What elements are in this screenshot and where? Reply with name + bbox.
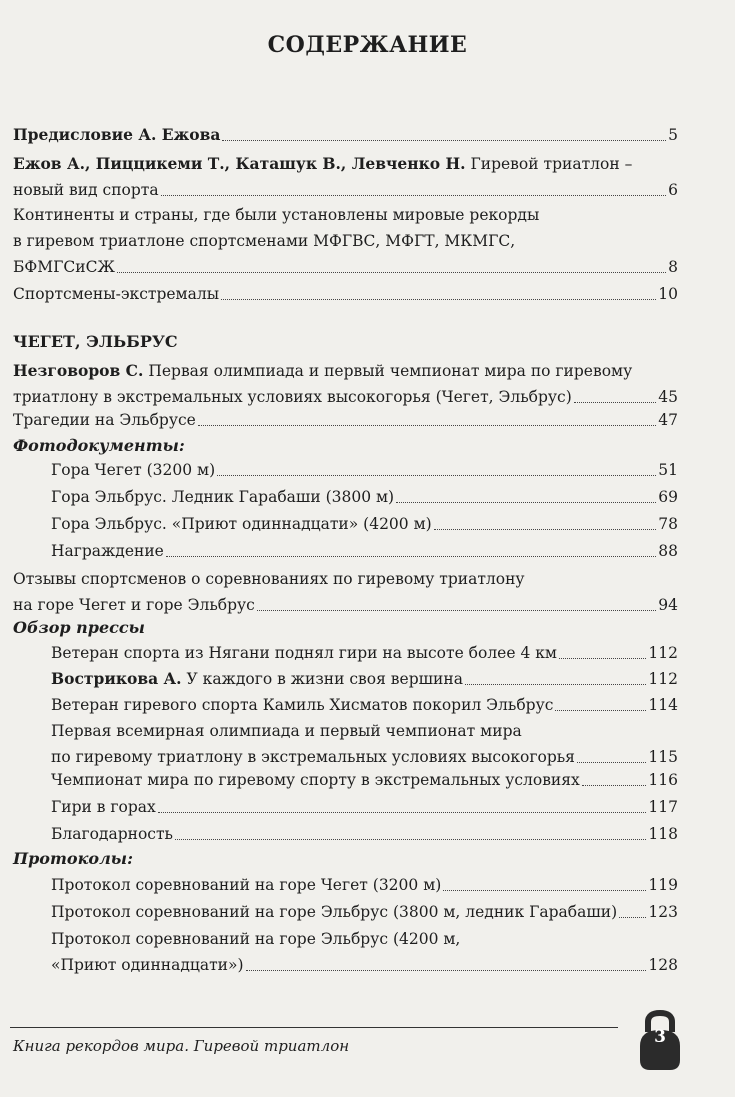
entry-authors: Ежов А., Пиццикеми Т., Каташук В., Левченко Н. — [13, 154, 466, 173]
toc-entry-awards — [51, 538, 678, 564]
entry-title: Ветеран спорта из Нягани поднял гири на высоте более 4 км — [51, 644, 557, 662]
entry-title: Протокол соревнований на горе Чегет (3200 м) — [51, 876, 442, 894]
category-press-review: Обзор прессы — [13, 618, 145, 637]
dot-leader — [175, 839, 646, 840]
page-number: 10 — [658, 285, 678, 303]
dot-leader — [577, 762, 646, 763]
toc-entry-triathlon — [13, 151, 678, 203]
dot-leader — [443, 890, 646, 891]
section-heading: ЧЕГЕТ, ЭЛЬБРУС — [13, 332, 178, 351]
dot-leader — [246, 970, 647, 971]
toc-entry-press-7 — [51, 821, 678, 847]
dot-leader — [434, 529, 657, 530]
toc-entry-protocol-3 — [51, 926, 678, 978]
toc-entry-protocol-1 — [51, 872, 678, 898]
dot-leader — [158, 812, 647, 813]
toc-entry-priut — [51, 511, 678, 537]
entry-title-cont: БФМГСиСЖ — [13, 258, 115, 276]
entry-title: Отзывы спортсменов о соревнованиях по гиревому триатлону — [13, 570, 525, 588]
entry-title: Гири в горах — [51, 798, 156, 816]
entry-title: Чемпионат мира по гиревому спорту в экстремальных условиях — [51, 771, 580, 789]
dot-leader — [396, 502, 656, 503]
page-number: 51 — [658, 461, 678, 479]
entry-title: Гора Эльбрус. «Приют одиннадцати» (4200 м) — [51, 515, 432, 533]
dot-leader — [222, 140, 666, 141]
toc-entry-olympiad — [13, 358, 678, 410]
entry-title: Награждение — [51, 542, 164, 560]
entry-title: Первая всемирная олимпиада и первый чемпионат мира — [51, 722, 522, 740]
page-number: 5 — [668, 126, 678, 144]
dot-leader — [619, 917, 646, 918]
dot-leader — [465, 684, 646, 685]
page-number: 112 — [648, 670, 678, 688]
entry-title: Предисловие А. Ежова — [13, 125, 221, 144]
dot-leader — [217, 475, 656, 476]
toc-entry-press-6 — [51, 794, 678, 820]
entry-title-cont: новый вид спорта — [13, 181, 159, 199]
entry-author: Незговоров С. — [13, 361, 144, 380]
dot-leader — [257, 610, 656, 611]
entry-title: Континенты и страны, где были установлены мировые рекорды — [13, 206, 540, 224]
entry-title: У каждого в жизни своя вершина — [181, 670, 463, 688]
dot-leader — [166, 556, 656, 557]
entry-title-cont: на горе Чегет и горе Эльбрус — [13, 596, 255, 614]
entry-title: Гиревой триатлон – — [465, 155, 633, 173]
entry-title: Гора Эльбрус. Ледник Гарабаши (3800 м) — [51, 488, 395, 506]
toc-entry-extreme — [13, 281, 678, 307]
page-number: 118 — [648, 825, 678, 843]
dot-leader — [117, 272, 666, 273]
page-number: 119 — [648, 876, 678, 894]
page-number: 116 — [648, 771, 678, 789]
toc-entry-press-1 — [51, 640, 678, 666]
entry-title-cont: «Приют одиннадцати») — [51, 956, 244, 974]
page-number: 94 — [658, 596, 678, 614]
entry-title-cont: по гиревому триатлону в экстремальных условиях высокогорья — [51, 748, 575, 766]
entry-title: Трагедии на Эльбрусе — [13, 411, 196, 429]
category-photo-documents: Фотодокументы: — [13, 436, 185, 455]
entry-title: Ветеран гиревого спорта Камиль Хисматов покорил Эльбрус — [51, 696, 554, 714]
entry-author: Вострикова А. — [51, 669, 182, 688]
page-number: 6 — [668, 181, 678, 199]
page-title: СОДЕРЖАНИЕ — [267, 32, 468, 58]
entry-title-cont: в гиревом триатлоне спортсменами МФГВС, МФГТ, МКМГС, — [13, 232, 516, 250]
page-number: 88 — [658, 542, 678, 560]
toc-entry-press-4 — [51, 718, 678, 770]
entry-title: Первая олимпиада и первый чемпионат мира по гиревому — [143, 362, 633, 380]
entry-title: Спортсмены-экстремалы — [13, 285, 220, 303]
toc-entry-press-2 — [51, 666, 678, 692]
dot-leader — [161, 195, 667, 196]
page-number: 117 — [648, 798, 678, 816]
footer-book-title: Книга рекордов мира. Гиревой триатлон — [13, 1037, 350, 1055]
page-number: 123 — [648, 903, 678, 921]
toc-entry-continents — [13, 202, 678, 280]
page-number: 114 — [648, 696, 678, 714]
toc-entry-preface — [13, 122, 678, 148]
dot-leader — [221, 299, 656, 300]
toc-entry-protocol-2 — [51, 899, 678, 925]
page-number: 69 — [658, 488, 678, 506]
page-number: 8 — [668, 258, 678, 276]
footer-rule — [10, 1027, 618, 1028]
dot-leader — [582, 785, 647, 786]
toc-entry-press-3 — [51, 692, 678, 718]
category-protocols: Протоколы: — [13, 849, 133, 868]
page-number: 78 — [658, 515, 678, 533]
entry-title: Гора Чегет (3200 м) — [51, 461, 216, 479]
toc-entry-garabashi — [51, 484, 678, 510]
page-number: 112 — [648, 644, 678, 662]
toc-entry-tragedies — [13, 407, 678, 433]
entry-title: Благодарность — [51, 825, 173, 843]
page-number-badge: 3 — [654, 1027, 666, 1047]
toc-entry-cheget — [51, 457, 678, 483]
page-number: 128 — [648, 956, 678, 974]
entry-title-cont: триатлону в экстремальных условиях высокогорья (Чегет, Эльбрус) — [13, 388, 572, 406]
dot-leader — [574, 402, 657, 403]
entry-title: Протокол соревнований на горе Эльбрус (3800 м, ледник Гарабаши) — [51, 903, 618, 921]
page-number: 45 — [658, 388, 678, 406]
entry-title: Протокол соревнований на горе Эльбрус (4200 м, — [51, 930, 461, 948]
dot-leader — [555, 710, 646, 711]
dot-leader — [198, 425, 656, 426]
dot-leader — [559, 658, 646, 659]
toc-entry-press-5 — [51, 767, 678, 793]
toc-entry-reviews — [13, 566, 678, 618]
page-number: 47 — [658, 411, 678, 429]
page-number: 115 — [648, 748, 678, 766]
